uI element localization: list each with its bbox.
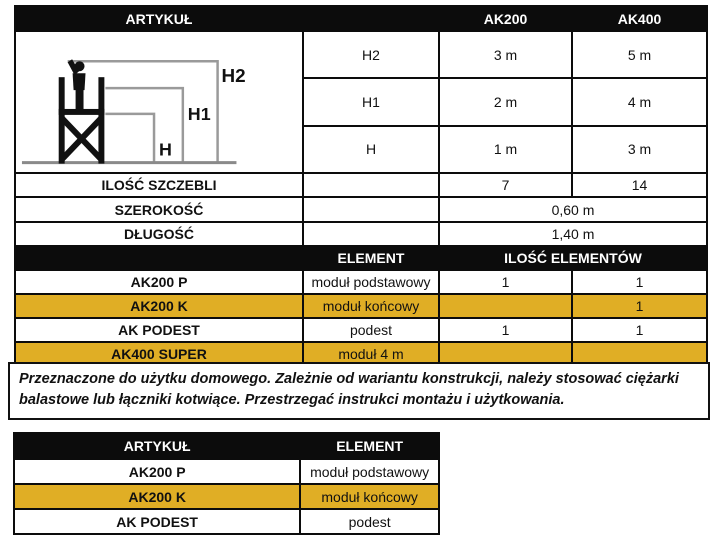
table-row-h — [304, 127, 706, 172]
ladder-diagram-svg — [16, 32, 302, 172]
dlugosc-value: 1,40 m — [551, 226, 595, 242]
spec-table-header-row — [16, 7, 706, 32]
height-section — [16, 32, 706, 174]
ak400super-element: moduł 4 m — [304, 343, 440, 365]
ak200p-element: moduł podstawowy — [304, 271, 440, 293]
header-artykul: ARTYKUŁ — [16, 7, 304, 30]
table-row-bottom-akpodest — [15, 510, 438, 533]
h-name: H — [304, 127, 440, 172]
akpodest-element: podest — [304, 319, 440, 341]
bottom-akpodest-artykul: AK PODEST — [15, 510, 301, 533]
dlugosc-label: DŁUGOŚĆ — [16, 223, 304, 245]
bottom-ak200k-element: moduł końcowy — [301, 485, 438, 508]
table-row-ak200k — [16, 295, 706, 319]
height-rows — [304, 32, 706, 172]
h2-ak200: 3 m — [440, 32, 573, 77]
h2-label: H2 — [221, 65, 246, 87]
table-row-bottom-ak200k — [15, 485, 438, 510]
table-row-akpodest — [16, 319, 706, 343]
table-row-szczeble — [16, 174, 706, 198]
h1-ak400: 4 m — [627, 93, 652, 110]
element-header-ilosc: ILOŚĆ ELEMENTÓW — [504, 250, 642, 266]
ak200k-qty-ak200 — [440, 295, 573, 317]
element-header-element: ELEMENT — [304, 247, 440, 269]
h1-name: H1 — [304, 79, 440, 124]
table-row-ak200p — [16, 271, 706, 295]
person-legs — [76, 89, 84, 110]
element-table-header-row — [15, 434, 438, 460]
ak200k-element: moduł końcowy — [304, 295, 440, 317]
h2-name: H2 — [304, 32, 440, 77]
szerokosc-label: SZEROKOŚĆ — [16, 198, 304, 221]
bottom-ak200k-artykul: AK200 K — [15, 485, 301, 508]
bottom-ak200p-artykul: AK200 P — [15, 460, 301, 483]
ak200p-qty-ak400: 1 — [635, 274, 644, 290]
h1-label: H1 — [187, 103, 211, 124]
h1-ak200: 2 m — [440, 79, 573, 124]
szczeble-ak200: 7 — [440, 174, 573, 196]
ak200k-qty-ak400: 1 — [573, 295, 706, 317]
szczeble-label: ILOŚĆ SZCZEBLI — [16, 174, 304, 196]
ak200p-artykul: AK200 P — [16, 271, 304, 293]
element-header-row — [16, 247, 706, 271]
header-spacer — [304, 7, 440, 30]
element-table — [13, 432, 440, 535]
bottom-akpodest-element: podest — [348, 513, 391, 530]
akpodest-artykul: AK PODEST — [16, 319, 304, 341]
h-ak400: 3 m — [627, 141, 652, 158]
table-row-bottom-ak200p — [15, 460, 438, 485]
szczeble-spacer — [304, 174, 440, 196]
akpodest-qty-ak200: 1 — [440, 319, 573, 341]
szerokosc-value: 0,60 m — [551, 201, 595, 218]
table-row-h1 — [304, 79, 706, 126]
h-ak200: 1 m — [440, 127, 573, 172]
person-torso — [73, 73, 86, 90]
table-row-h2 — [304, 32, 706, 79]
element-header-spacer — [16, 247, 304, 269]
ladder-diagram — [16, 32, 304, 172]
bottom-ak200p-element: moduł podstawowy — [310, 463, 430, 480]
akpodest-qty-ak400: 1 — [635, 322, 644, 338]
ak400super-artykul: AK400 SUPER — [16, 343, 304, 365]
szczeble-ak400: 14 — [631, 177, 648, 193]
ak200p-qty-ak200: 1 — [440, 271, 573, 293]
h-label: H — [158, 139, 172, 160]
szerokosc-spacer — [304, 198, 440, 221]
h-bracket-line — [105, 114, 154, 163]
h2-ak400: 5 m — [627, 46, 652, 63]
usage-note: Przeznaczone do użytku domowego. Zależnie od wariantu konstrukcji, należy stosować ciężarki balastowe lub łączniki kotwiące. Przestrzegać instrukci montażu i użytkowania. — [8, 362, 710, 420]
dlugosc-spacer — [304, 223, 440, 245]
table-row-szerokosc — [16, 198, 706, 223]
ak200k-artykul: AK200 K — [16, 295, 304, 317]
bottom-header-element: ELEMENT — [336, 438, 404, 454]
table-row-dlugosc — [16, 223, 706, 247]
bottom-header-artykul: ARTYKUŁ — [15, 434, 301, 458]
header-ak200: AK200 — [440, 7, 573, 30]
spec-table — [14, 5, 708, 367]
header-ak400: AK400 — [617, 10, 662, 27]
